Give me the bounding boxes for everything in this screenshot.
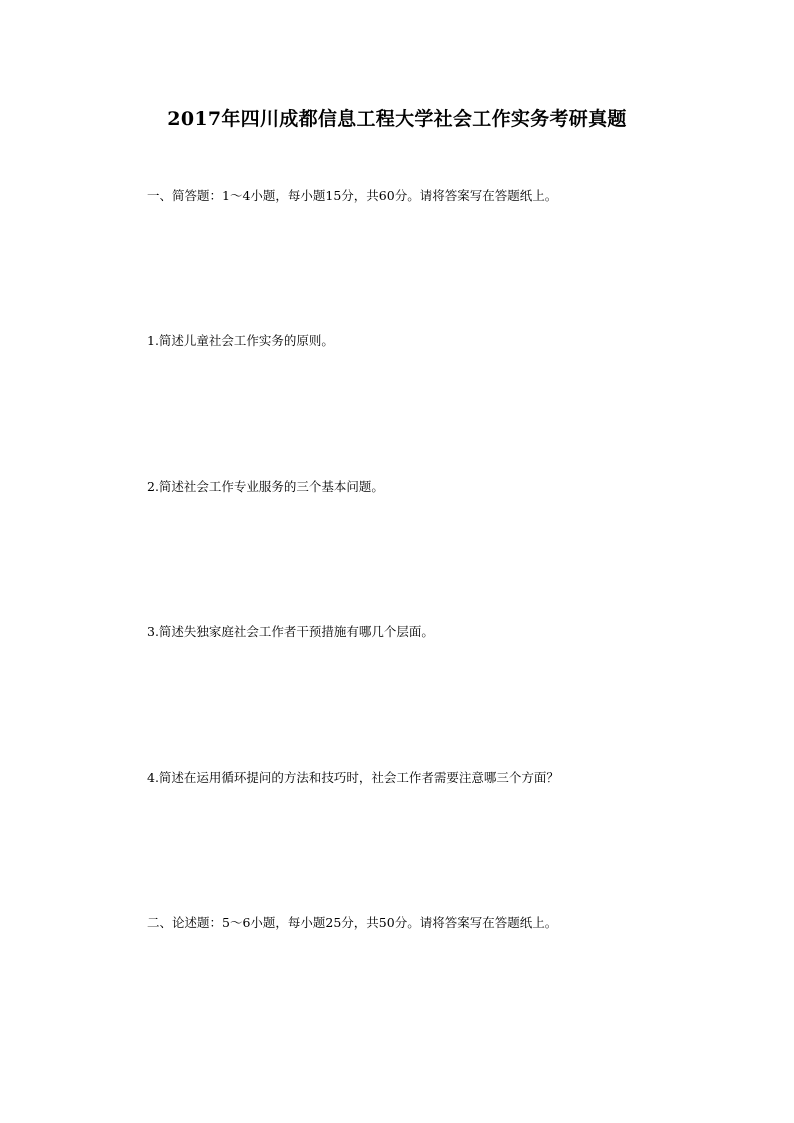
section-heading-short-answer: 一、简答题：1～4小题，每小题15分，共60分。请将答案写在答题纸上。 [147,188,558,203]
section-heading-essay: 二、论述题：5～6小题，每小题25分，共50分。请将答案写在答题纸上。 [147,915,558,930]
question-1: 1.简述儿童社会工作实务的原则。 [147,333,334,348]
question-4: 4.简述在运用循环提问的方法和技巧时，社会工作者需要注意哪三个方面？ [147,770,559,785]
question-2: 2.简述社会工作专业服务的三个基本问题。 [147,479,384,494]
page-title: 2017年四川成都信息工程大学社会工作实务考研真题 [167,108,627,130]
question-3: 3.简述失独家庭社会工作者干预措施有哪几个层面。 [147,624,434,639]
